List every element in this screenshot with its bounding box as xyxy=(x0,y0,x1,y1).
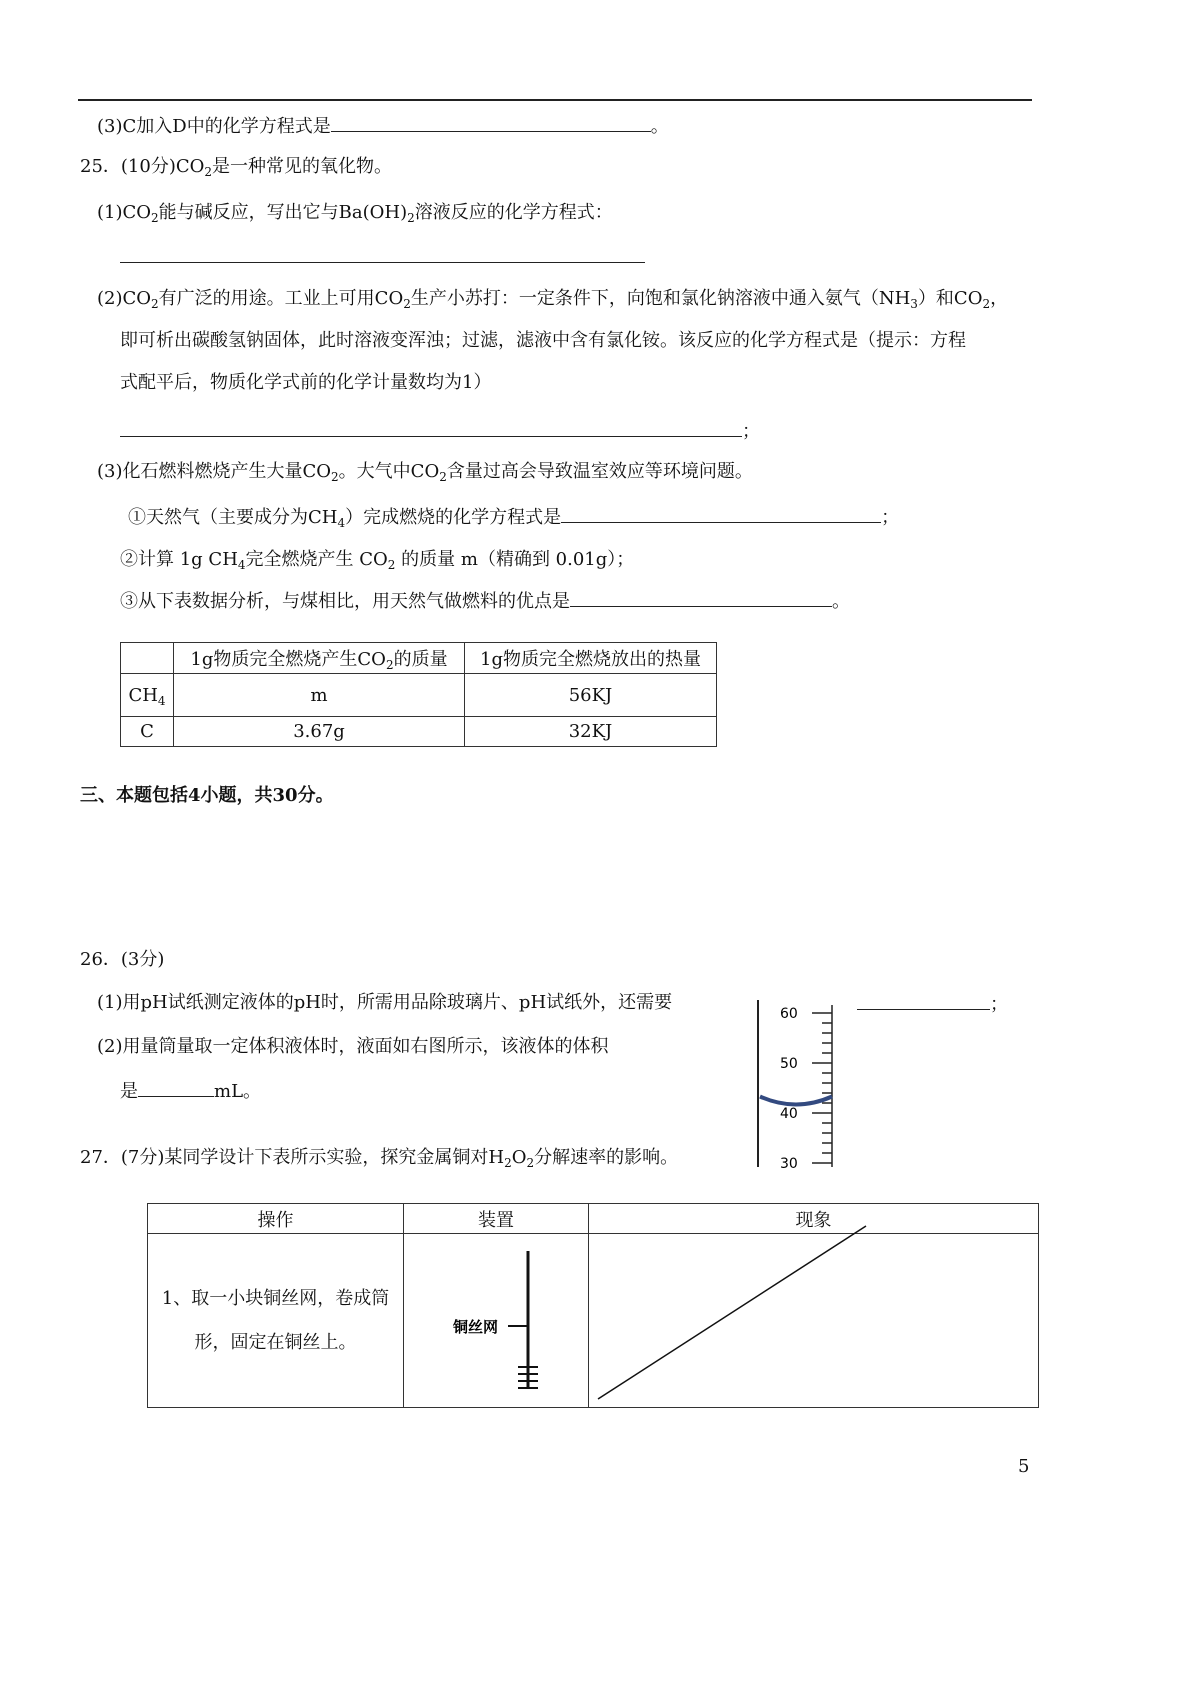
header-operation: 操作 xyxy=(148,1204,404,1234)
q25-part2-line2: 即可析出碳酸氢钠固体，此时溶液变浑浊；过滤，滤液中含有氯化铵。该反应的化学方程式是（提示：方程 xyxy=(120,330,966,351)
text-segment: 有广泛的用途。工业上可用CO xyxy=(158,288,404,309)
text-segment: (3)化石燃料燃烧产生大量CO xyxy=(97,461,332,482)
text-segment: (3)C加入D中的化学方程式是 xyxy=(97,116,331,137)
header-co2-mass xyxy=(174,643,465,674)
header-device: 装置 xyxy=(404,1204,589,1234)
q26-part2: (2)用量筒量取一定体积液体时，液面如右图所示，该液体的体积 xyxy=(97,1036,609,1057)
cell-substance xyxy=(121,717,174,747)
scale-label-60: 60 xyxy=(780,1006,798,1022)
subscript: 2 xyxy=(504,1156,512,1170)
cell-co2-mass: m xyxy=(174,674,465,717)
text-segment: 的质量 m（精确到 0.01g）； xyxy=(395,549,635,570)
q25-sub3-text xyxy=(120,591,570,612)
answer-blank[interactable] xyxy=(561,504,881,523)
punct: ； xyxy=(990,994,1008,1015)
device-label: 铜丝网 xyxy=(453,1318,499,1336)
text-segment: CH xyxy=(128,684,158,706)
operation-line2: 形，固定在铜丝上。 xyxy=(194,1331,357,1353)
text: 是 xyxy=(120,1081,138,1102)
cell-operation xyxy=(148,1234,404,1408)
subscript: 2 xyxy=(151,297,159,311)
text-segment: ①天然气（主要成分为CH xyxy=(128,507,338,528)
punct: 。 xyxy=(650,116,669,137)
q25-part2-blank[interactable] xyxy=(120,418,760,444)
text-segment: 。大气中CO xyxy=(338,461,440,482)
text: mL。 xyxy=(214,1081,262,1102)
cell-co2-mass: 3.67g xyxy=(174,717,465,747)
punct: ； xyxy=(742,421,760,442)
text-segment: ， xyxy=(990,288,1009,309)
answer-blank[interactable] xyxy=(138,1078,214,1097)
subscript: 4 xyxy=(237,558,246,572)
q25-part2-line1 xyxy=(97,287,1008,311)
cell-device xyxy=(404,1234,589,1408)
q26-part1: (1)用pH试纸测定液体的pH时，所需用品除玻璃片、pH试纸外，还需要 xyxy=(97,992,673,1013)
q25-heading xyxy=(80,155,392,179)
subscript: 3 xyxy=(910,297,918,311)
subscript: 2 xyxy=(387,558,396,572)
text-segment: (2)CO xyxy=(97,288,152,309)
header-heat: 1g物质完全燃烧放出的热量 xyxy=(465,643,717,674)
scale-label-30: 30 xyxy=(780,1156,798,1172)
subscript: 2 xyxy=(407,211,415,225)
top-rule xyxy=(78,99,1032,101)
text-segment: ③从下表数据分析，与煤相比，用天然气做燃料的优点是 xyxy=(120,591,570,612)
text-segment: ）和CO xyxy=(917,288,983,309)
q25-part1-blank[interactable] xyxy=(120,244,645,270)
punct: 。 xyxy=(832,591,850,612)
punct: ； xyxy=(881,507,900,528)
q26-part2b xyxy=(120,1078,261,1104)
text-segment: 1g物质完全燃烧产生CO xyxy=(190,649,386,670)
subscript: 2 xyxy=(385,658,394,672)
cell-heat: 32KJ xyxy=(465,717,717,747)
section-heading: 三、本题包括4小题，共30分。 xyxy=(80,785,334,806)
q26-part1-blank[interactable] xyxy=(857,991,1008,1017)
text-segment: 25．(10分)CO xyxy=(80,156,205,177)
fuel-table xyxy=(120,642,717,747)
text-segment: ）完成燃烧的化学方程式是 xyxy=(345,507,562,528)
q24-part3 xyxy=(97,113,669,139)
text-segment: C xyxy=(140,721,154,742)
text-segment: 溶液反应的化学方程式： xyxy=(414,202,613,223)
q24-part3-text xyxy=(97,116,331,137)
subscript: 4 xyxy=(157,693,166,708)
answer-blank[interactable] xyxy=(570,588,832,607)
text-segment: 分解速率的影响。 xyxy=(534,1147,679,1168)
text-segment: O xyxy=(511,1147,527,1168)
cell-heat: 56KJ xyxy=(465,674,717,717)
page-number: 5 xyxy=(1018,1456,1030,1477)
text-segment: 是一种常见的氧化物。 xyxy=(212,156,393,177)
subscript: 2 xyxy=(982,297,991,311)
subscript: 2 xyxy=(331,470,339,484)
subscript: 2 xyxy=(526,1156,535,1170)
text-segment: 含量过高会导致温室效应等环境问题。 xyxy=(446,461,753,482)
answer-blank[interactable] xyxy=(331,113,651,132)
text-segment: ②计算 1g CH xyxy=(120,549,238,570)
q25-sub1-text xyxy=(128,507,561,528)
subscript: 2 xyxy=(204,165,213,179)
text-segment: 完全燃烧产生 CO xyxy=(245,549,388,570)
table-header-row xyxy=(121,643,717,674)
operation-line1: 1、取一小块铜丝网，卷成筒 xyxy=(161,1287,390,1309)
q26-heading: 26．(3分) xyxy=(80,949,165,970)
q25-sub3 xyxy=(120,588,850,614)
q25-part1 xyxy=(97,201,613,225)
text-segment: 的质量 xyxy=(393,649,448,670)
q25-part2-line3: 式配平后，物质化学式前的化学计量数均为1） xyxy=(120,372,492,393)
table-row xyxy=(121,674,717,717)
meniscus xyxy=(760,1097,832,1105)
q25-part3 xyxy=(97,460,753,484)
cell-substance xyxy=(121,674,174,717)
text-segment: (1)CO xyxy=(97,202,152,223)
subscript: 2 xyxy=(151,211,159,225)
q25-sub1 xyxy=(128,504,899,530)
text-segment: 27．(7分)某同学设计下表所示实验，探究金属铜对H xyxy=(80,1147,505,1168)
q27-heading xyxy=(80,1146,678,1170)
diagonal-slash-line xyxy=(586,1200,1046,1410)
subscript: 2 xyxy=(403,297,411,311)
copper-mesh-device-figure xyxy=(404,1234,588,1407)
text-segment: 能与碱反应，写出它与Ba(OH) xyxy=(158,202,408,223)
header-empty xyxy=(121,643,174,674)
scale-label-40: 40 xyxy=(780,1106,798,1122)
text-segment: 生产小苏打：一定条件下，向饱和氯化钠溶液中通入氨气（NH xyxy=(410,288,911,309)
subscript: 2 xyxy=(439,470,447,484)
subscript: 4 xyxy=(337,516,346,530)
table-row xyxy=(121,717,717,747)
graduated-cylinder-figure xyxy=(750,995,850,1175)
scale-label-50: 50 xyxy=(780,1056,798,1072)
header-phenomenon: 现象 xyxy=(589,1204,1039,1234)
q25-sub2 xyxy=(120,548,634,572)
